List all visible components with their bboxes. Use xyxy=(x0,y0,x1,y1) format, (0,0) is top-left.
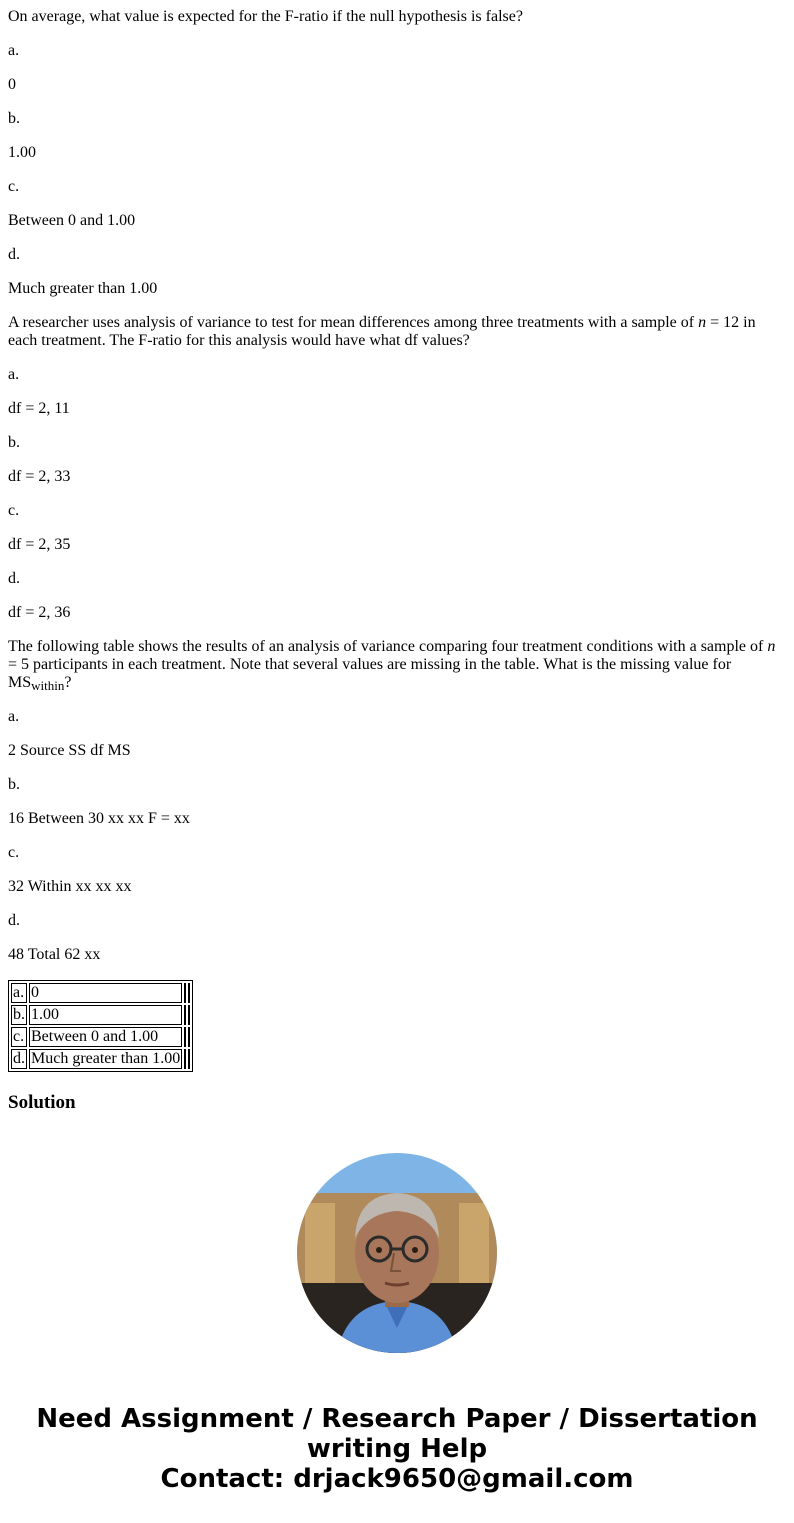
question-text xyxy=(8,314,786,350)
option-letter: a. xyxy=(8,42,20,59)
subscript-within: within xyxy=(31,678,65,693)
question-1 xyxy=(8,8,786,298)
option-letter: b. xyxy=(8,110,20,127)
option-text: df = 2, 11 xyxy=(8,400,70,417)
solution-heading: Solution xyxy=(8,1092,76,1113)
option-text: Much greater than 1.00 xyxy=(8,280,158,297)
option-letter: a. xyxy=(8,708,20,725)
option-text: df = 2, 36 xyxy=(8,604,71,621)
question-text xyxy=(8,638,786,692)
table-cell-text: Much greater than 1.00 xyxy=(31,1050,181,1067)
table-cell-empty xyxy=(184,1005,186,1025)
question-text-part: = 5 participants in each treatment. Note that several values are missing in the table. What is the missing value for MS xyxy=(8,656,732,691)
option-text: df = 2, 33 xyxy=(8,468,71,485)
promo-contact: Contact: drjack9650@gmail.com xyxy=(160,1464,634,1494)
question-text-part: ? xyxy=(64,674,72,691)
variable-n: n xyxy=(767,638,776,655)
table-cell-empty xyxy=(188,1005,190,1025)
option-text: 48 Total 62 xx xyxy=(8,946,101,963)
table-cell-empty xyxy=(184,1027,186,1047)
option-letter: a. xyxy=(8,366,20,383)
option-letter: d. xyxy=(8,912,20,929)
option-text: 32 Within xx xx xx xyxy=(8,878,132,895)
table-cell-letter: a. xyxy=(11,983,27,1003)
option-text: df = 2, 35 xyxy=(8,536,71,553)
table-cell-letter: c. xyxy=(11,1027,27,1047)
option-letter: c. xyxy=(8,502,20,519)
option-letter: b. xyxy=(8,434,20,451)
question-text: On average, what value is expected for the F-ratio if the null hypothesis is false? xyxy=(8,8,523,25)
option-text: Between 0 and 1.00 xyxy=(8,212,136,229)
table-cell-empty xyxy=(188,1049,190,1069)
promo-line: writing Help xyxy=(306,1434,488,1464)
option-letter: d. xyxy=(8,570,20,587)
options-table xyxy=(8,980,193,1072)
question-text-part: = 12 in each treatment. The F-ratio for this analysis would have what df values? xyxy=(8,314,756,349)
table-row xyxy=(11,1049,190,1069)
table-cell-empty xyxy=(184,983,186,1003)
table-cell-letter: d. xyxy=(13,1050,25,1067)
question-2 xyxy=(8,314,786,622)
table-cell-text: 1.00 xyxy=(29,1005,182,1025)
option-letter: c. xyxy=(8,844,20,861)
question-text-part: The following table shows the results of an analysis of variance comparing four treatment conditions with a sample of xyxy=(8,638,768,655)
table-row xyxy=(11,1005,190,1025)
table-cell-empty xyxy=(188,983,190,1003)
person-portrait-icon xyxy=(297,1153,497,1353)
variable-n: n xyxy=(698,314,707,331)
option-text: 16 Between 30 xx xx F = xx xyxy=(8,810,190,827)
table-cell-empty xyxy=(184,1049,186,1069)
question-text-part: A researcher uses analysis of variance to test for mean differences among three treatments with a sample of xyxy=(8,314,699,331)
table-cell-empty xyxy=(188,1027,190,1047)
option-letter: c. xyxy=(8,178,20,195)
option-text: 0 xyxy=(8,76,16,93)
option-text: 2 Source SS df MS xyxy=(8,742,131,759)
promo-banner xyxy=(0,1404,794,1494)
table-row xyxy=(11,983,190,1003)
option-letter: b. xyxy=(8,776,20,793)
option-text: 1.00 xyxy=(8,144,36,161)
table-cell-letter: b. xyxy=(13,1006,25,1023)
table-cell-text: Between 0 and 1.00 xyxy=(29,1027,182,1047)
promo-line: Need Assignment / Research Paper / Dissertation xyxy=(36,1404,758,1434)
table-row xyxy=(11,1027,190,1047)
table-cell-text: 0 xyxy=(29,983,182,1003)
avatar xyxy=(297,1153,497,1353)
option-letter: d. xyxy=(8,246,20,263)
question-3 xyxy=(8,638,786,964)
